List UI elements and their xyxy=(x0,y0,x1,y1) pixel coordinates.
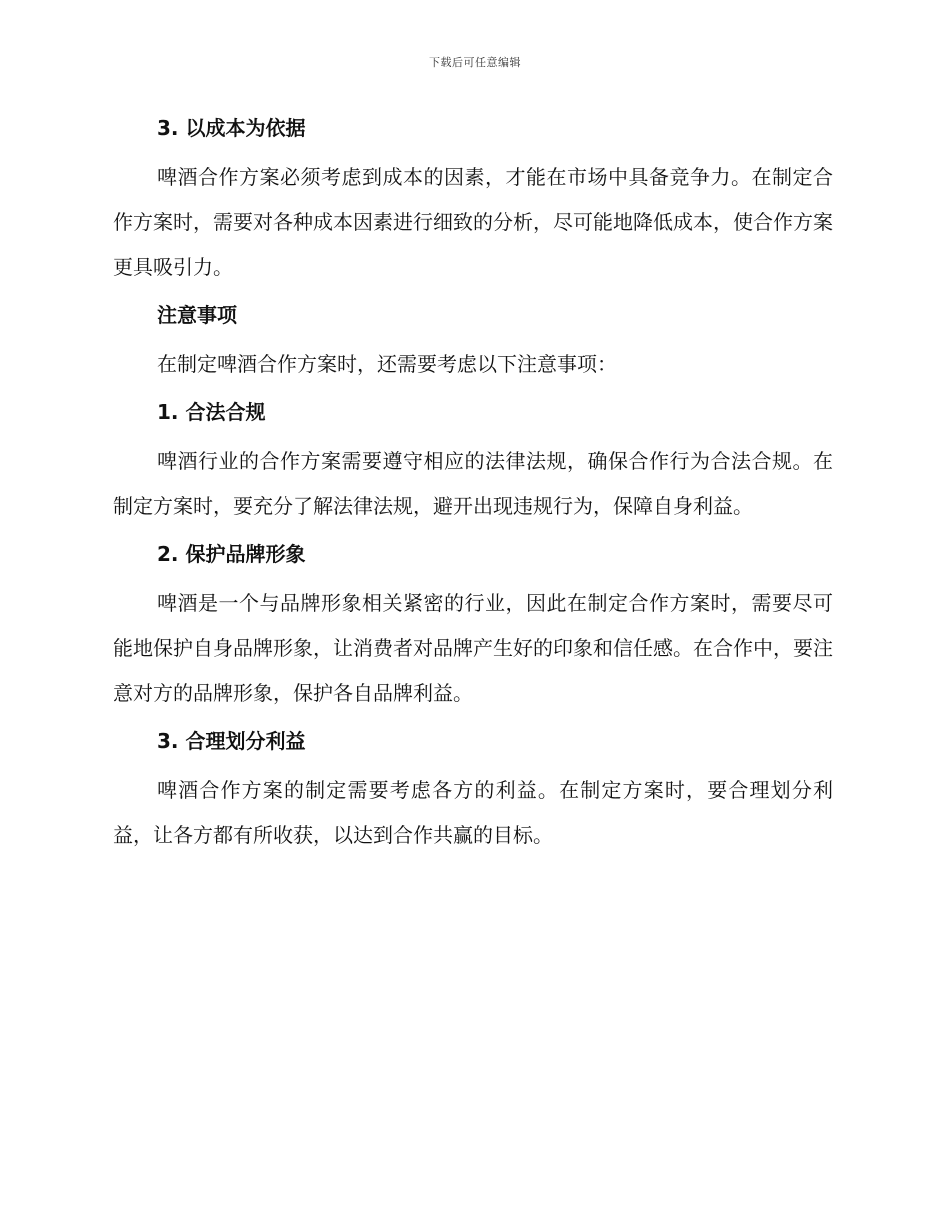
section-paragraph-benefit-split: 啤酒合作方案的制定需要考虑各方的利益。在制定方案时，要合理划分利益，让各方都有所收获，以达到合作共赢的目标。 xyxy=(113,778,833,847)
section-paragraph-cost-basis: 啤酒合作方案必须考虑到成本的因素，才能在市场中具备竞争力。在制定合作方案时，需要对各种成本因素进行细致的分析，尽可能地降低成本，使合作方案更具吸引力。 xyxy=(113,165,833,279)
section-paragraph-compliance: 啤酒行业的合作方案需要遵守相应的法律法规，确保合作行为合法合规。在制定方案时，要充分了解法律法规，避开出现违规行为，保障自身利益。 xyxy=(113,449,833,518)
section-heading-brand-image: 2. 保护品牌形象 xyxy=(157,542,306,566)
section-heading-notes: 注意事项 xyxy=(157,303,237,327)
section-paragraph-notes: 在制定啤酒合作方案时，还需要考虑以下注意事项： xyxy=(157,352,617,376)
section-heading-benefit-split: 3. 合理划分利益 xyxy=(157,729,306,753)
header-note: 下载后可任意编辑 xyxy=(429,56,521,69)
section-heading-compliance: 1. 合法合规 xyxy=(157,400,266,424)
document-body xyxy=(113,113,833,858)
section-paragraph-brand-image: 啤酒是一个与品牌形象相关紧密的行业，因此在制定合作方案时，需要尽可能地保护自身品牌形象，让消费者对品牌产生好的印象和信任感。在合作中，要注意对方的品牌形象，保护各自品牌利益。 xyxy=(113,591,833,705)
section-heading-cost-basis: 3. 以成本为依据 xyxy=(157,116,306,140)
